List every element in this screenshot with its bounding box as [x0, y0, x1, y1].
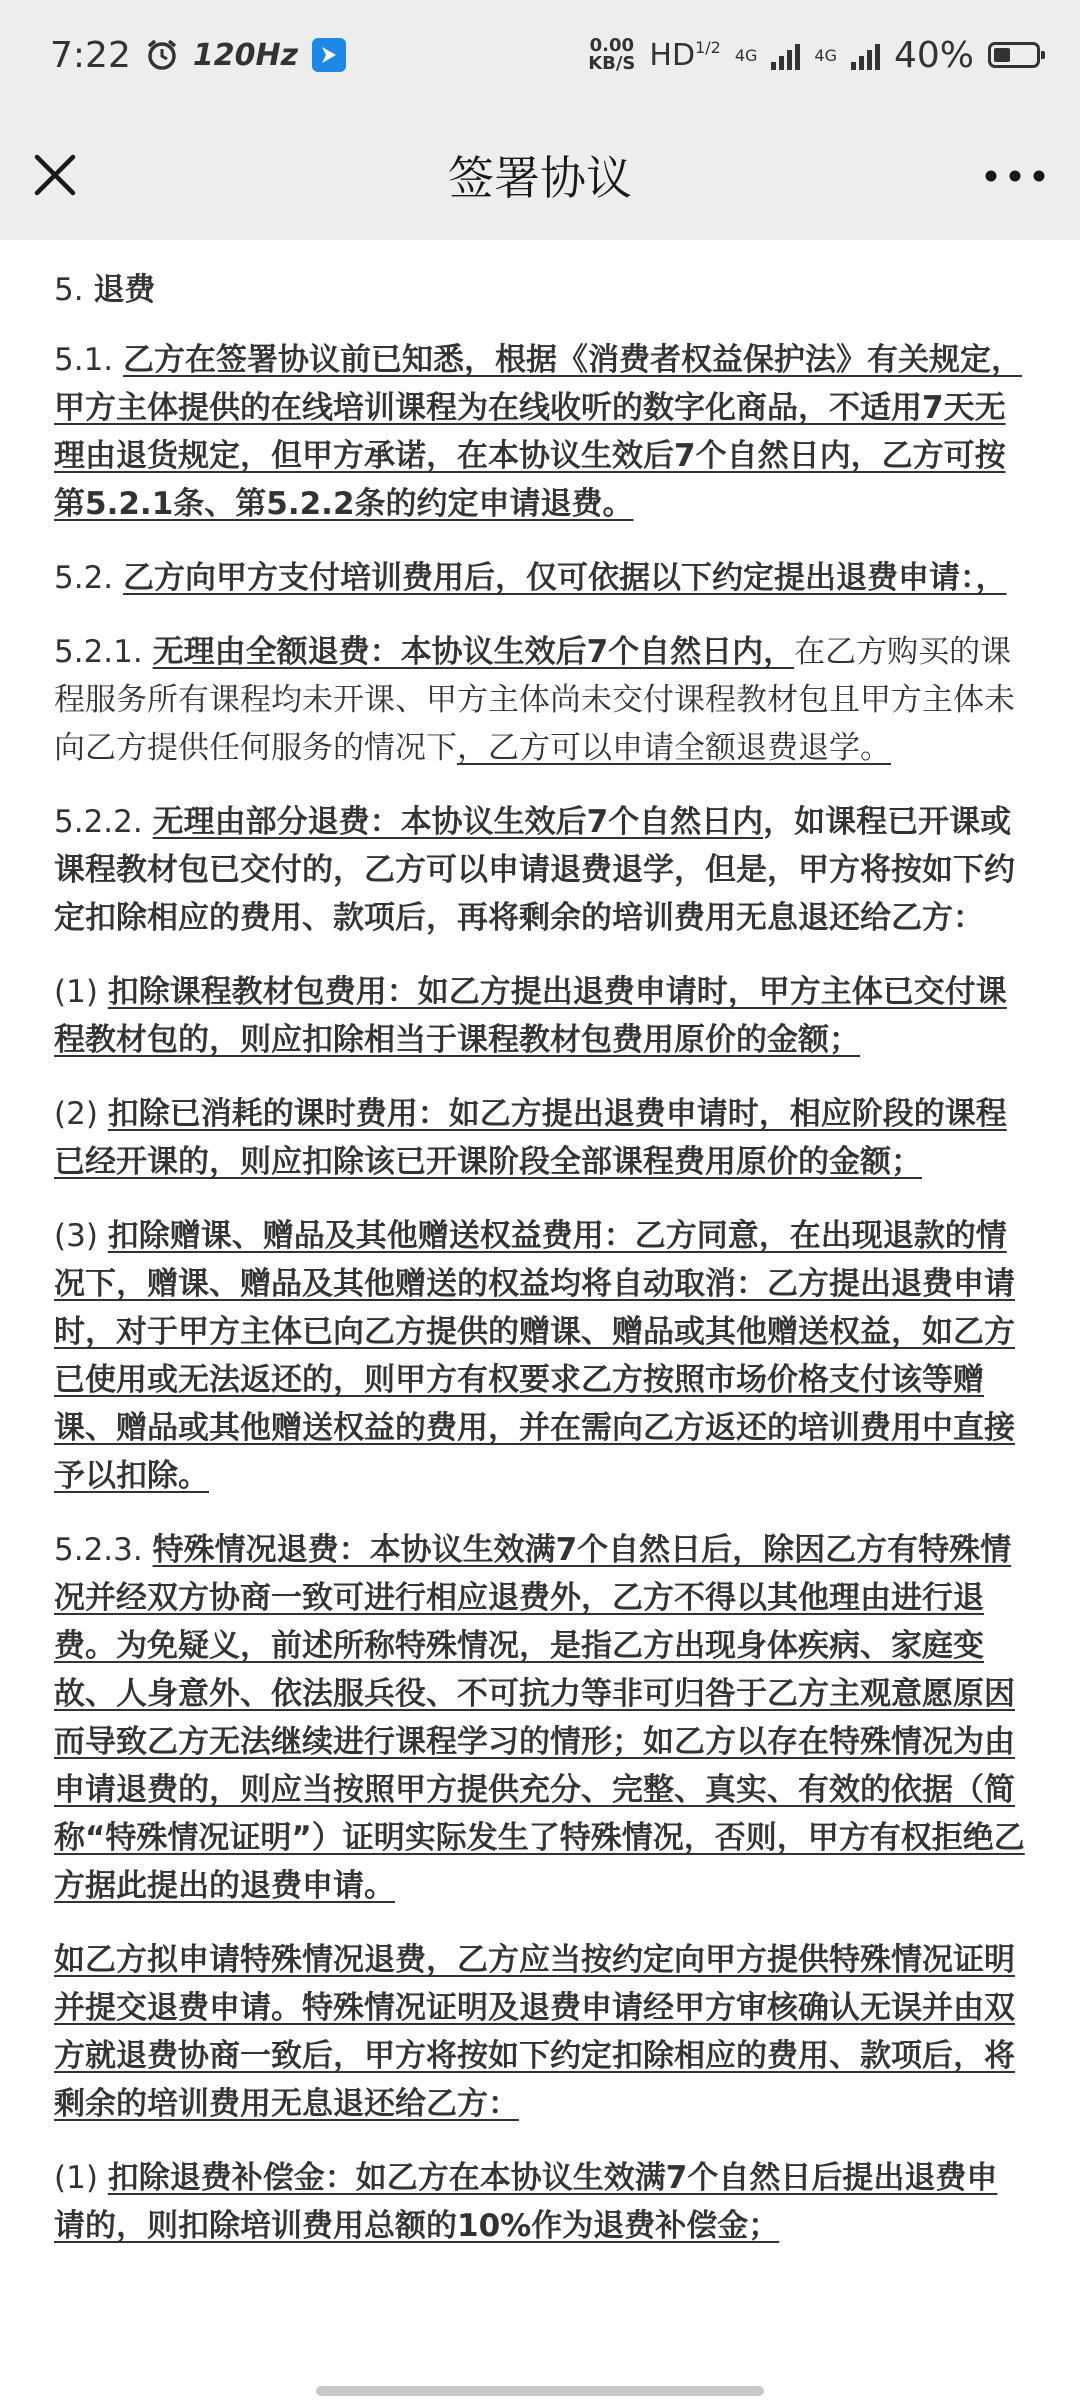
- net-speed-value: 0.00: [589, 35, 634, 56]
- clause-heading: 无理由部分退费：本协议生效后7个自然日内: [152, 804, 764, 840]
- clause-text: 特殊情况退费：本协议生效满7个自然日后，除因乙方有特殊情况并经双方协商一致可进行相应退费外，乙方不得以其他理由进行退费。为免疑义，前述所称特殊情况，是指乙方出现身体疾病、家庭变故、人身意外、依法服兵役、不可抗力等非可归咎于乙方主观意愿原因而导致乙方无法继续进行课程学习的情形；如乙方以存在特殊情况为由申请退费的，则应当按照甲方提供充分、完整、真实、有效的依据（简称“特殊情况证明”）证明实际发生了特殊情况，否则，甲方有权拒绝乙方据此提出的退费申请。: [54, 1532, 1025, 1904]
- status-time: 7:22: [50, 34, 131, 76]
- agreement-content[interactable]: [0, 240, 1080, 2400]
- clause-5-2-1: [54, 628, 1026, 772]
- alarm-icon: [145, 38, 179, 72]
- section-heading: [54, 266, 1026, 314]
- paragraph-text: 如乙方拟申请特殊情况退费，乙方应当按约定向甲方提供特殊情况证明并提交退费申请。特殊情况证明及退费申请经甲方审核确认无误并由双方就退费协商一致后，甲方将按如下约定扣除相应的费用、款项后，将剩余的培训费用无息退还给乙方：: [54, 1942, 1015, 2122]
- battery-icon: [988, 42, 1040, 68]
- deduction-item-3: [54, 1212, 1026, 1500]
- clause-5-2-2: [54, 798, 1026, 942]
- battery-fill: [994, 48, 1010, 62]
- deduction-item-1: [54, 968, 1026, 1064]
- item-number: (2): [54, 1096, 108, 1132]
- status-bar: [0, 0, 1080, 110]
- signal-icon: [771, 40, 800, 70]
- net-speed-unit: KB/S: [588, 53, 636, 74]
- item-number: (3): [54, 1218, 108, 1254]
- refresh-rate: 120Hz: [192, 37, 299, 73]
- clause-number: 5.1.: [54, 342, 124, 378]
- section-title: 退费: [93, 272, 156, 308]
- net-speed: [588, 37, 635, 73]
- clause-5-2-3: [54, 1526, 1026, 1910]
- hd-label: HD: [649, 37, 696, 73]
- app-notification-icon: [312, 38, 346, 72]
- more-icon[interactable]: [980, 156, 1050, 196]
- item-text: 扣除退费补偿金：如乙方在本协议生效满7个自然日后提出退费申请的，则扣除培训费用总额的10%作为退费补偿金；: [54, 2160, 998, 2244]
- item-text: 扣除赠课、赠品及其他赠送权益费用：乙方同意，在出现退款的情况下，赠课、赠品及其他赠送的权益均将自动取消：乙方提出退费申请时，对于甲方主体已向乙方提供的赠课、赠品或其他赠送权益，如乙方已使用或无法返还的，则甲方有权要求乙方按照市场价格支付该等赠课、赠品或其他赠送权益的费用，并在需向乙方返还的培训费用中直接予以扣除。: [54, 1218, 1015, 1494]
- clause-text: 乙方向甲方支付培训费用后，仅可依据以下约定提出退费申请：，: [123, 560, 1007, 596]
- special-refund-paragraph: [54, 1936, 1026, 2128]
- battery-percent: 40%: [893, 34, 974, 76]
- item-text: 扣除课程教材包费用：如乙方提出退费申请时，甲方主体已交付课程教材包的，则应扣除相当于课程教材包费用原价的金额；: [54, 974, 1007, 1058]
- network-type-2: 4G: [814, 45, 837, 65]
- network-type-1: 4G: [734, 45, 758, 65]
- item-number: (1): [54, 2160, 108, 2196]
- signal-icon: [851, 40, 880, 70]
- clause-heading: 无理由全额退费：本协议生效后7个自然日内，: [152, 634, 795, 670]
- deduction-item-last: [54, 2154, 1026, 2250]
- clause-text: 乙方在签署协议前已知悉，根据《消费者权益保护法》有关规定，甲方主体提供的在线培训课程为在线收听的数字化商品，不适用7天无理由退货规定，但甲方承诺，在本协议生效后7个自然日内，乙方可按第5.2.1条、第5.2.2条的约定申请退费。: [54, 342, 1023, 522]
- clause-number: 5.2.3.: [54, 1532, 153, 1568]
- item-text: 扣除已消耗的课时费用：如乙方提出退费申请时，相应阶段的课程已经开课的，则应扣除该已开课阶段全部课程费用原价的金额；: [54, 1096, 1007, 1180]
- home-indicator[interactable]: [316, 2386, 764, 2396]
- page-title: 签署协议: [448, 151, 632, 205]
- clause-text: 在乙方购买的课程服务所有课程均未开课、甲方主体尚未交付课程教材包且甲方主体未向乙方提供任何服务的情况下: [54, 634, 1015, 766]
- clause-5-1: [54, 336, 1026, 528]
- item-number: (1): [54, 974, 108, 1010]
- deduction-item-2: [54, 1090, 1026, 1186]
- clause-number: 5.2.2.: [54, 804, 153, 840]
- nav-bar: [0, 110, 1080, 240]
- section-number: 5.: [54, 272, 94, 308]
- clause-tail: ，乙方可以申请全额退费退学。: [457, 730, 891, 766]
- clause-5-2: [54, 554, 1026, 602]
- hd-sub: 1/2: [695, 37, 721, 57]
- clause-text: ，如课程已开课或课程教材包已交付的，乙方可以申请退费退学，但是，甲方将按如下约定扣除相应的费用、款项后，再将剩余的培训费用无息退还给乙方：: [54, 804, 1015, 936]
- close-icon[interactable]: [30, 150, 80, 200]
- hd-indicator: [649, 38, 720, 73]
- clause-number: 5.2.1.: [54, 634, 153, 670]
- clause-number: 5.2.: [54, 560, 124, 596]
